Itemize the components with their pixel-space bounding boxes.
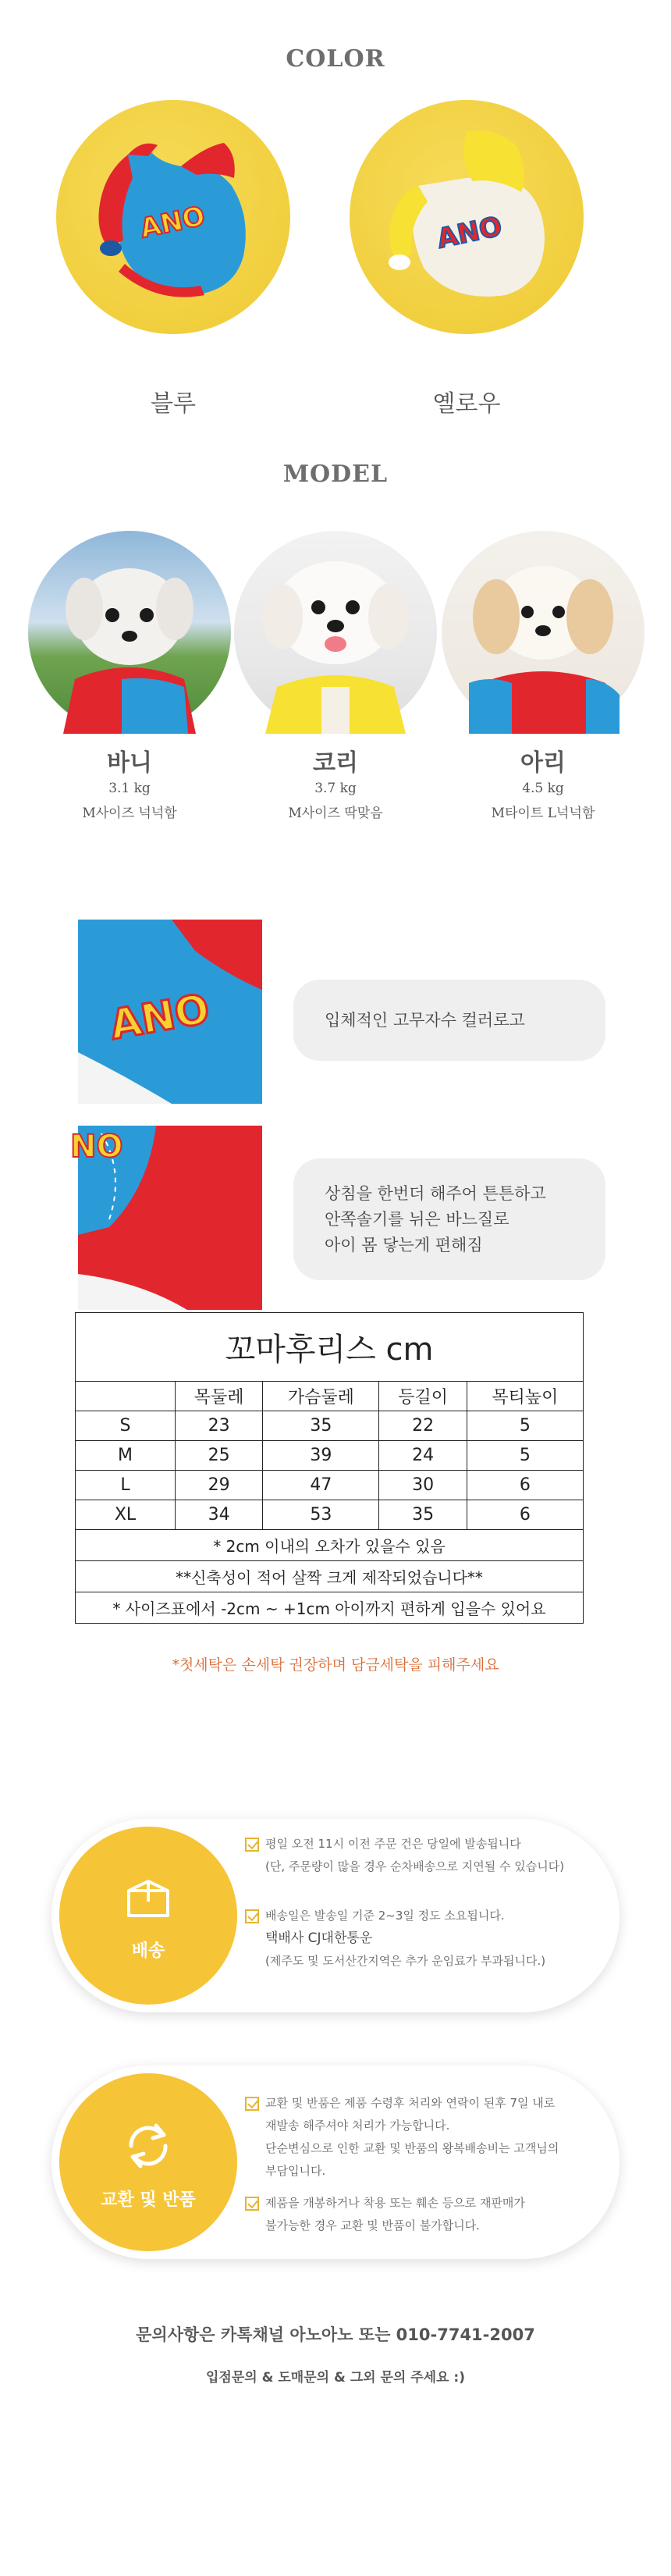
contact-info: 문의사항은 카톡채널 아노아노 또는 010-7741-2007: [136, 2325, 535, 2344]
detail-caption-line: 아이 몸 닿는게 편해짐: [325, 1235, 483, 1254]
detail-caption-logo-line: 입체적인 고무자수 컬러로고: [325, 1010, 525, 1030]
size-table-header: 목둘레: [176, 1382, 263, 1411]
returns-item-line: 재발송 해주셔야 처리가 가능합니다.: [265, 2119, 450, 2133]
table-cell: 34: [176, 1500, 263, 1530]
table-cell: 47: [263, 1471, 379, 1500]
model-fit-bani: M사이즈 넉넉함: [82, 806, 177, 821]
table-cell: 53: [263, 1500, 379, 1530]
model-weight-bani: 3.1 kg: [108, 781, 151, 796]
shipping-item-line: (제주도 및 도서산간지역은 추가 운임료가 부과됩니다.): [265, 1954, 546, 1968]
refresh-icon: [117, 2115, 179, 2177]
returns-badge: [59, 2073, 237, 2251]
blue-sweater-illustration: [56, 100, 290, 334]
stitching-closeup-illustration: [70, 1126, 262, 1310]
svg-text:NO: NO: [70, 1129, 123, 1165]
size-table: [75, 1312, 584, 1624]
model-weight-kori: 3.7 kg: [314, 781, 357, 796]
shipping-item-line: 평일 오전 11시 이전 주문 건은 당일에 발송됩니다: [265, 1837, 521, 1851]
table-cell: 22: [379, 1411, 467, 1441]
model-fit-ari: M타이트 L넉넉함: [491, 806, 595, 821]
returns-badge-label: 교환 및 반품: [101, 2190, 196, 2210]
size-table-header-row: [76, 1382, 584, 1411]
inquiry-info: 입점문의 & 도매문의 & 그외 문의 주세요 :): [206, 2370, 465, 2386]
table-cell: L: [76, 1471, 176, 1500]
shipping-badge-label: 배송: [131, 1941, 165, 1961]
model-name-bani: 바니: [107, 749, 152, 777]
returns-item-2: [265, 2192, 525, 2237]
table-cell: 39: [263, 1441, 379, 1471]
shipping-item-line: 배송일은 발송일 기준 2~3일 정도 소요됩니다.: [265, 1909, 505, 1923]
model-photo-ari[interactable]: [442, 531, 644, 734]
shipping-item-2: [265, 1905, 545, 1973]
shipping-carrier: 택배사 CJ대한통운: [265, 1930, 373, 1946]
table-cell: 24: [379, 1441, 467, 1471]
table-cell: 5: [467, 1411, 583, 1441]
yellow-sweater-illustration: [350, 100, 584, 334]
table-cell: 25: [176, 1441, 263, 1471]
table-cell: 30: [379, 1471, 467, 1500]
detail-caption-line: 안쪽솔기를 뉘은 바느질로: [325, 1209, 509, 1229]
shipping-card: [51, 1819, 620, 2012]
returns-item-line: 교환 및 반품은 제품 수령후 처리와 연락이 된후 7일 내로: [265, 2096, 556, 2110]
table-cell: 35: [263, 1411, 379, 1441]
table-row: [76, 1471, 584, 1500]
wash-warning: *첫세탁은 손세탁 권장하며 담금세탁을 피해주세요: [172, 1656, 499, 1674]
table-row: [76, 1441, 584, 1471]
model-name-kori: 코리: [313, 749, 358, 777]
model-name-ari: 아리: [520, 749, 566, 777]
model-weight-ari: 4.5 kg: [522, 781, 564, 796]
color-label-blue: 블루: [151, 390, 196, 418]
table-cell: 35: [379, 1500, 467, 1530]
table-cell: 23: [176, 1411, 263, 1441]
dog-kori-illustration: [234, 531, 437, 734]
returns-item-line: 불가능한 경우 교환 및 반품이 불가합니다.: [265, 2218, 480, 2233]
shipping-item-1: [265, 1833, 564, 1878]
svg-text:ANO: ANO: [137, 200, 208, 245]
model-photo-kori[interactable]: [234, 531, 437, 734]
color-section-title: COLOR: [286, 45, 385, 73]
size-table-header: 가슴둘레: [263, 1382, 379, 1411]
returns-item-line: 제품을 개봉하거나 착용 또는 훼손 등으로 재판매가: [265, 2196, 525, 2210]
table-cell: 29: [176, 1471, 263, 1500]
returns-item-line: 부담입니다.: [265, 2164, 326, 2178]
size-table-header: 목티높이: [467, 1382, 583, 1411]
logo-closeup-illustration: [78, 920, 262, 1104]
size-table-header: 등길이: [379, 1382, 467, 1411]
table-cell: XL: [76, 1500, 176, 1530]
check-icon: [245, 1909, 259, 1923]
color-option-blue-image[interactable]: [56, 100, 290, 334]
size-table-note: * 사이즈표에서 -2cm ~ +1cm 아이까지 편하게 입을수 있어요: [76, 1592, 584, 1624]
dog-bani-illustration: [28, 531, 231, 734]
table-cell: S: [76, 1411, 176, 1441]
size-table-header: [76, 1382, 176, 1411]
table-cell: M: [76, 1441, 176, 1471]
box-icon: [119, 1870, 177, 1928]
returns-item-line: 단순변심으로 인한 교환 및 반품의 왕복배송비는 고객님의: [265, 2141, 559, 2155]
detail-caption-stitching: [293, 1158, 605, 1280]
size-table-title: 꼬마후리스 cm: [76, 1313, 584, 1382]
color-label-yellow: 옐로우: [432, 390, 501, 418]
size-table-note: **신축성이 적어 살짝 크게 제작되었습니다**: [76, 1561, 584, 1592]
size-table-note: * 2cm 이내의 오차가 있을수 있음: [76, 1530, 584, 1561]
returns-item-1: [265, 2092, 559, 2183]
detail-caption-line: 상침을 한번더 해주어 튼튼하고: [325, 1183, 546, 1203]
shipping-badge: [59, 1827, 237, 2005]
detail-photo-logo[interactable]: [78, 920, 262, 1104]
check-icon: [245, 2097, 259, 2111]
check-icon: [245, 2197, 259, 2211]
check-icon: [245, 1838, 259, 1852]
table-cell: 6: [467, 1471, 583, 1500]
detail-caption-logo: [293, 980, 605, 1061]
svg-text:ANO: ANO: [106, 985, 213, 1050]
model-section-title: MODEL: [282, 461, 389, 488]
detail-photo-stitching[interactable]: [70, 1126, 262, 1310]
table-row: [76, 1411, 584, 1441]
svg-text:ANO: ANO: [434, 211, 505, 255]
dog-ari-illustration: [442, 531, 644, 734]
model-photo-bani[interactable]: [28, 531, 231, 734]
shipping-item-line: (단, 주문량이 많을 경우 순차배송으로 지연될 수 있습니다): [265, 1859, 565, 1873]
table-cell: 5: [467, 1441, 583, 1471]
table-row: [76, 1500, 584, 1530]
color-option-yellow-image[interactable]: [350, 100, 584, 334]
returns-card: [51, 2065, 620, 2259]
model-fit-kori: M사이즈 딱맞음: [288, 806, 383, 821]
table-cell: 6: [467, 1500, 583, 1530]
